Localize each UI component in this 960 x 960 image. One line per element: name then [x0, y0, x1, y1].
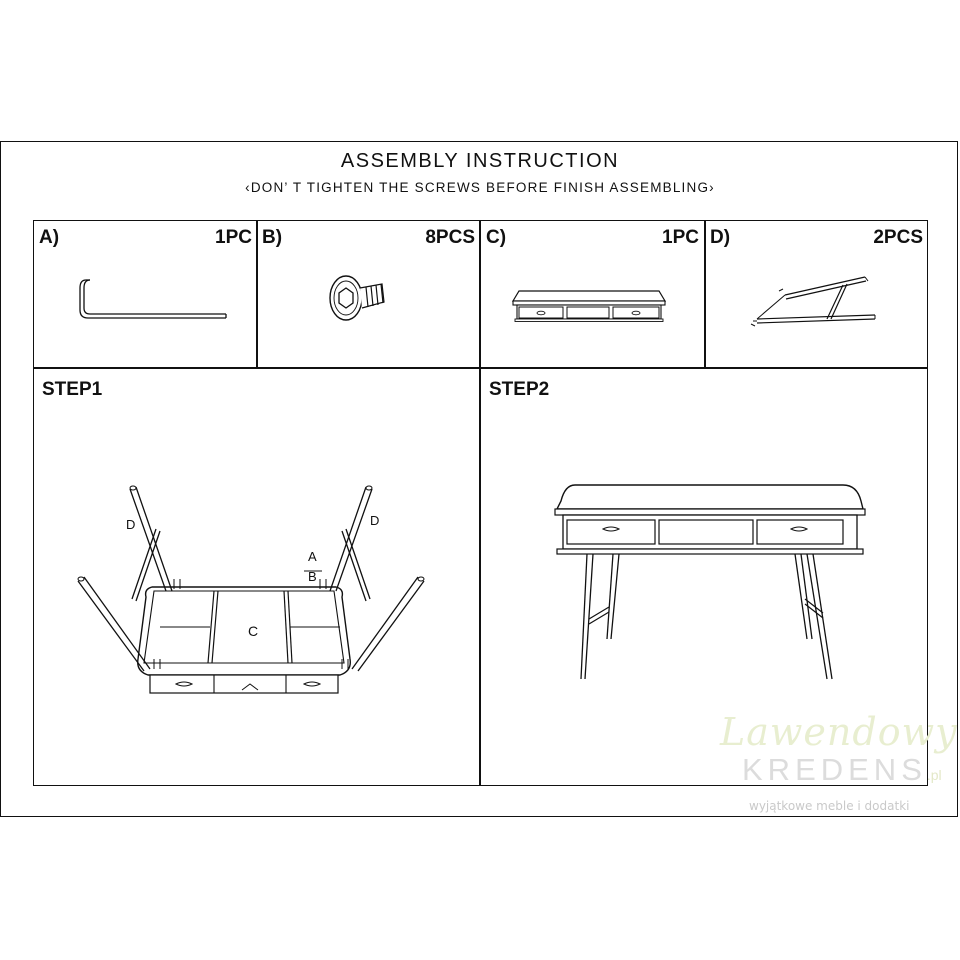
callout-d-left: D — [126, 517, 136, 532]
step-label: STEP2 — [489, 379, 550, 400]
watermark-brand-suffix: .pl — [926, 767, 942, 783]
watermark-tagline: wyjątkowe meble i dodatki — [749, 799, 910, 813]
part-letter: B) — [262, 227, 283, 248]
allen-key-icon — [74, 276, 234, 326]
callout-a: A — [308, 549, 317, 564]
part-quantity: 8PCS — [425, 227, 475, 248]
part-letter: D) — [710, 227, 731, 248]
screw-icon — [322, 266, 402, 326]
part-letter: C) — [486, 227, 507, 248]
step-1-panel — [34, 369, 479, 785]
part-quantity: 2PCS — [873, 227, 923, 248]
part-b-cell — [257, 221, 479, 368]
part-c-cell — [481, 221, 703, 368]
watermark-script: Lawendowy — [720, 710, 958, 754]
page-subtitle: ‹DON’ T TIGHTEN THE SCREWS BEFORE FINISH ASSEMBLING› — [245, 180, 715, 195]
watermark-brand-name: KREDENS — [742, 752, 927, 787]
step-2-illustration — [551, 479, 871, 709]
part-d-cell — [705, 221, 927, 368]
part-quantity: 1PC — [215, 227, 252, 248]
leg-frame-icon — [743, 271, 918, 341]
part-a-cell — [34, 221, 256, 368]
part-quantity: 1PC — [662, 227, 699, 248]
step-label: STEP1 — [42, 379, 103, 400]
watermark-brand — [742, 752, 942, 788]
instruction-grid — [33, 220, 928, 786]
step-1-illustration — [74, 479, 434, 709]
desk-top-icon — [509, 283, 669, 328]
callout-c: C — [248, 623, 259, 639]
part-letter: A) — [39, 227, 60, 248]
page-title: ASSEMBLY INSTRUCTION — [340, 150, 620, 172]
callout-b: B — [308, 569, 317, 584]
callout-d-right: D — [370, 513, 380, 528]
